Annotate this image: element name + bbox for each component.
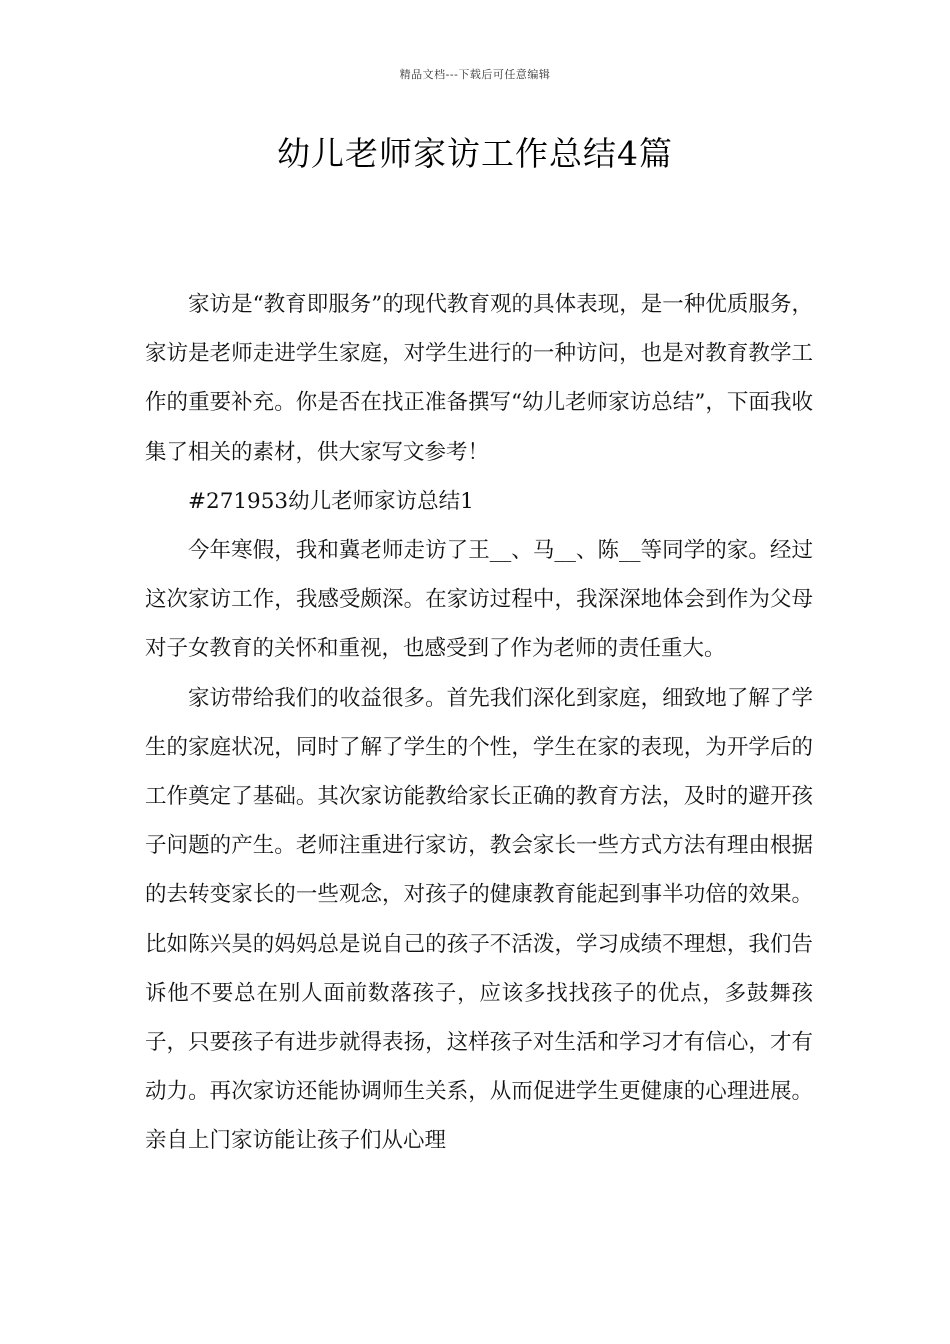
body-paragraph: 今年寒假，我和冀老师走访了王__、马__、陈__等同学的家。经过这次家访工作，我感受颇深。在家访过程中，我深深地体会到作为父母对子女教育的关怀和重视，也感受到了作为老师的责任重大。 bbox=[145, 538, 813, 662]
document-body bbox=[145, 280, 813, 1166]
body-paragraph: 家访带给我们的收益很多。首先我们深化到家庭，细致地了解了学生的家庭状况，同时了解了学生的个性，学生在家的表现，为开学后的工作奠定了基础。其次家访能教给家长正确的教育方法，及时的避开孩子问题的产生。老师注重进行家访，教会家长一些方式方法有理由根据的去转变家长的一些观念，对孩子的健康教育能起到事半功倍的效果。比如陈兴昊的妈妈总是说自己的孩子不活泼，学习成绩不理想，我们告诉他不要总在别人面前数落孩子，应该多找找孩子的优点，多鼓舞孩子，只要孩子有进步就得表扬，这样孩子对生活和学习才有信心，才有动力。再次家访还能协调师生关系，从而促进学生更健康的心理进展。亲自上门家访能让孩子们从心理 bbox=[145, 685, 813, 1154]
intro-paragraph: 家访是“教育即服务”的现代教育观的具体表现，是一种优质服务，家访是老师走进学生家庭，对学生进行的一种访问，也是对教育教学工作的重要补充。你是否在找正准备撰写“幼儿老师家访总结”，下面我收集了相关的素材，供大家写文参考！ bbox=[145, 292, 813, 465]
section-heading: #271953幼儿老师家访总结1 bbox=[188, 488, 474, 514]
document-title: 幼儿老师家访工作总结4篇 bbox=[277, 134, 673, 173]
header-note: 精品文档---下载后可任意编辑 bbox=[399, 68, 551, 81]
